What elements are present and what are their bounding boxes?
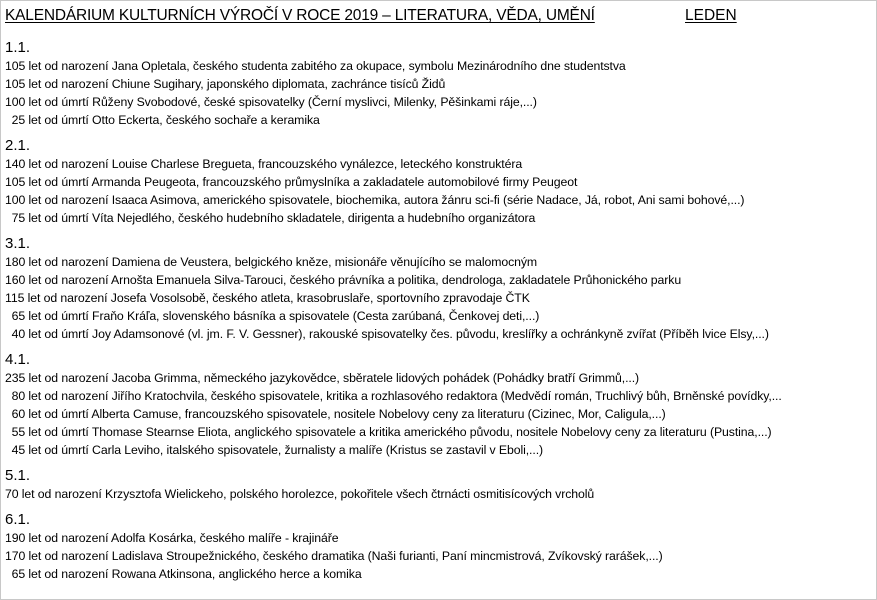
anniversary-entry: 105 let od úmrtí Armanda Peugeota, francouzského průmyslníka a zakladatele automobilové firmy Peugeot xyxy=(5,175,578,189)
anniversary-entry: 25 let od úmrtí Otto Eckerta, českého sochaře a keramika xyxy=(5,113,320,127)
day-date-heading: 6.1. xyxy=(5,511,31,528)
entry-list xyxy=(5,529,871,583)
day-date-heading: 3.1. xyxy=(5,235,31,252)
anniversary-entry: 235 let od narození Jacoba Grimma, německého jazykovědce, sběratele lidových pohádek (Pohádky bratří Grimmů,...) xyxy=(5,371,640,385)
anniversary-entry: 170 let od narození Ladislava Stroupežnického, českého dramatika (Naši furianti, Paní mincmistrová, Zvíkovský rarášek,...) xyxy=(5,549,663,563)
anniversary-entry: 105 let od narození Jana Opletala, českého studenta zabitého za okupace, symbolu Mezinárodního dne studentstva xyxy=(5,59,626,73)
anniversary-entry: 100 let od narození Isaaca Asimova, amerického spisovatele, biochemika, autora žánru sci-fi (série Nadace, Já, robot, Ani sami bohové,...) xyxy=(5,193,745,207)
anniversary-entry: 160 let od narození Arnošta Emanuela Silva-Tarouci, českého právníka a politika, dendrologa, zakladatele Průhonického parku xyxy=(5,273,682,287)
entry-list xyxy=(5,57,871,129)
anniversary-entry: 105 let od narození Chiune Sugihary, japonského diplomata, zachránce tisíců Židů xyxy=(5,77,446,91)
anniversary-entry: 45 let od úmrtí Carla Leviho, italského spisovatele, žurnalisty a malíře (Kristus se zastavil v Eboli,...) xyxy=(5,443,544,457)
anniversary-entry: 80 let od narození Jiřího Kratochvila, českého spisovatele, kritika a rozhlasového redaktora (Medvědí román, Truchlivý bůh, Brněnské povídky,... xyxy=(5,389,782,403)
anniversary-entry: 190 let od narození Adolfa Kosárka, českého malíře - krajináře xyxy=(5,531,339,545)
day-section xyxy=(5,235,871,343)
anniversary-entry: 140 let od narození Louise Charlese Bregueta, francouzského vynálezce, leteckého konstruktéra xyxy=(5,157,523,171)
day-date-heading: 5.1. xyxy=(5,467,31,484)
anniversary-entry: 65 let od úmrtí Fraňo Kráľa, slovenského básníka a spisovatele (Cesta zarúbaná, Čenkovej deti,...) xyxy=(5,309,540,323)
day-date-heading: 2.1. xyxy=(5,137,31,154)
day-section xyxy=(5,39,871,129)
day-section xyxy=(5,511,871,583)
entry-list xyxy=(5,369,871,459)
anniversary-entry: 65 let od narození Rowana Atkinsona, anglického herce a komika xyxy=(5,567,362,581)
day-section xyxy=(5,351,871,459)
document-title: KALENDÁRIUM KULTURNÍCH VÝROČÍ V ROCE 2019 – LITERATURA, VĚDA, UMĚNÍ xyxy=(5,7,595,24)
entry-list xyxy=(5,253,871,343)
entry-list xyxy=(5,155,871,227)
month-label: LEDEN xyxy=(685,7,737,24)
anniversary-entry: 70 let od narození Krzysztofa Wielickeho, polského horolezce, pokořitele všech čtrnácti osmitisícových vrcholů xyxy=(5,487,595,501)
anniversary-entry: 40 let od úmrtí Joy Adamsonové (vl. jm. F. V. Gessner), rakouské spisovatelky čes. původu, kreslířky a ochránkyně zvířat (Příběh lvice Elsy,...) xyxy=(5,327,769,341)
day-date-heading: 1.1. xyxy=(5,39,31,56)
anniversary-entry: 115 let od narození Josefa Vosolsobě, českého atleta, krasobruslaře, sportovního zpravodaje ČTK xyxy=(5,291,530,305)
anniversary-entry: 100 let od úmrtí Růženy Svobodové, české spisovatelky (Černí myslivci, Milenky, Pěšinkami ráje,...) xyxy=(5,95,537,109)
anniversary-list xyxy=(5,39,871,591)
header xyxy=(5,6,865,28)
anniversary-entry: 180 let od narození Damiena de Veustera, belgického kněze, misionáře věnujícího se malomocným xyxy=(5,255,538,269)
day-date-heading: 4.1. xyxy=(5,351,31,368)
day-section xyxy=(5,467,871,503)
anniversary-entry: 55 let od úmrtí Thomase Stearnse Eliota, anglického spisovatele a kritika amerického původu, nositele Nobelovy ceny za literaturu (Pustina,...) xyxy=(5,425,772,439)
day-section xyxy=(5,137,871,227)
anniversary-entry: 60 let od úmrtí Alberta Camuse, francouzského spisovatele, nositele Nobelovy ceny za literaturu (Cizinec, Mor, Caligula,...) xyxy=(5,407,666,421)
entry-list xyxy=(5,485,871,503)
anniversary-entry: 75 let od úmrtí Víta Nejedlého, českého hudebního skladatele, dirigenta a hudebního organizátora xyxy=(5,211,536,225)
